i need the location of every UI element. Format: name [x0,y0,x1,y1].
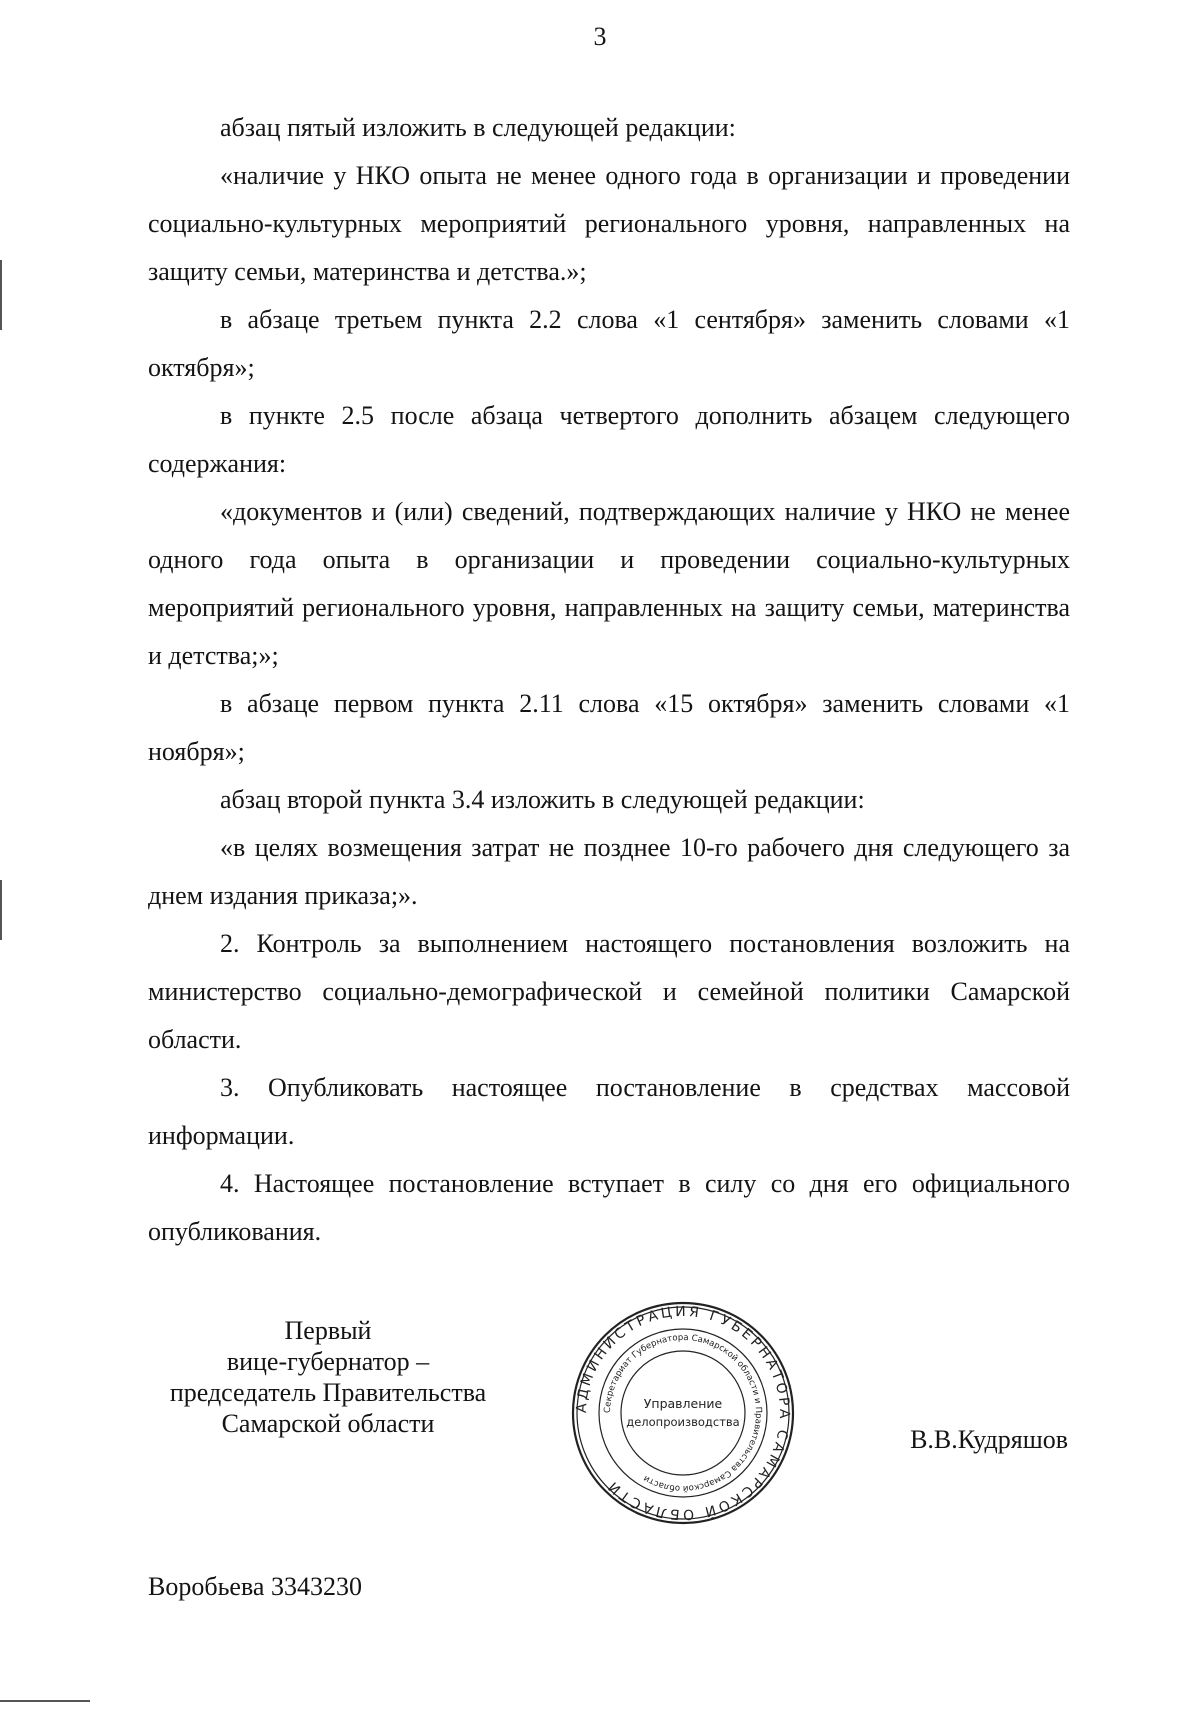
document-body [148,104,1070,1256]
position-line: вице-губернатор – [226,1347,430,1376]
position-line: Самарской области [221,1409,435,1438]
paragraph: 3. Опубликовать настоящее постановление в средствах массовой информации. [148,1073,1070,1150]
position-line: председатель Правительства [169,1378,487,1407]
paragraph: 4. Настоящее постановление вступает в силу со дня его официального опубликования. [148,1169,1070,1246]
page-number: 3 [593,22,607,51]
stamp-middle-ring [599,1329,767,1497]
paragraph: «в целях возмещения затрат не позднее 10-го рабочего дня следующего за днем издания приказа;». [148,833,1070,910]
paragraph: «наличие у НКО опыта не менее одного года в организации и проведении социально-культурных мероприятий регионального уровня, направленных на защиту семьи, материнства и детства.»; [148,161,1070,286]
paragraph: в пункте 2.5 после абзаца четвертого дополнить абзацем следующего содержания: [148,401,1070,478]
stamp-inner-ring [621,1351,745,1475]
scan-margin-mark [0,260,2,330]
scan-margin-mark [0,1700,90,1702]
executor-contact: Воробьева 3343230 [148,1572,362,1601]
stamp-outer-text: АДМИНИСТРАЦИЯ ГУБЕРНАТОРА САМАРСКОЙ ОБЛАСТИ [573,1303,793,1523]
position-line: Первый [284,1316,372,1345]
stamp-inner-text: Секретариат Губернатора Самарской области и Правительства Самарской области [602,1332,764,1494]
stamp-center-line: Управление [643,1396,723,1411]
signatory-position [148,1315,508,1439]
official-stamp [570,1300,796,1526]
paragraph: «документов и (или) сведений, подтверждающих наличие у НКО не менее одного года опыта в организации и проведении социально-культурных мероприятий регионального уровня, направленных на защиту семьи, материнства и детства;»; [148,497,1070,670]
paragraph: в абзаце третьем пункта 2.2 слова «1 сентября» заменить словами «1 октября»; [148,305,1070,382]
stamp-center-line: делопроизводства [626,1415,740,1429]
paragraph: в абзаце первом пункта 2.11 слова «15 октября» заменить словами «1 ноября»; [148,689,1070,766]
paragraph: 2. Контроль за выполнением настоящего постановления возложить на министерство социально-демографической и семейной политики Самарской области. [148,929,1070,1054]
paragraph: абзац второй пункта 3.4 изложить в следующей редакции: [220,785,865,814]
paragraph: абзац пятый изложить в следующей редакции: [220,113,736,142]
signatory-name: В.В.Кудряшов [910,1425,1068,1454]
scan-margin-mark [0,880,2,940]
